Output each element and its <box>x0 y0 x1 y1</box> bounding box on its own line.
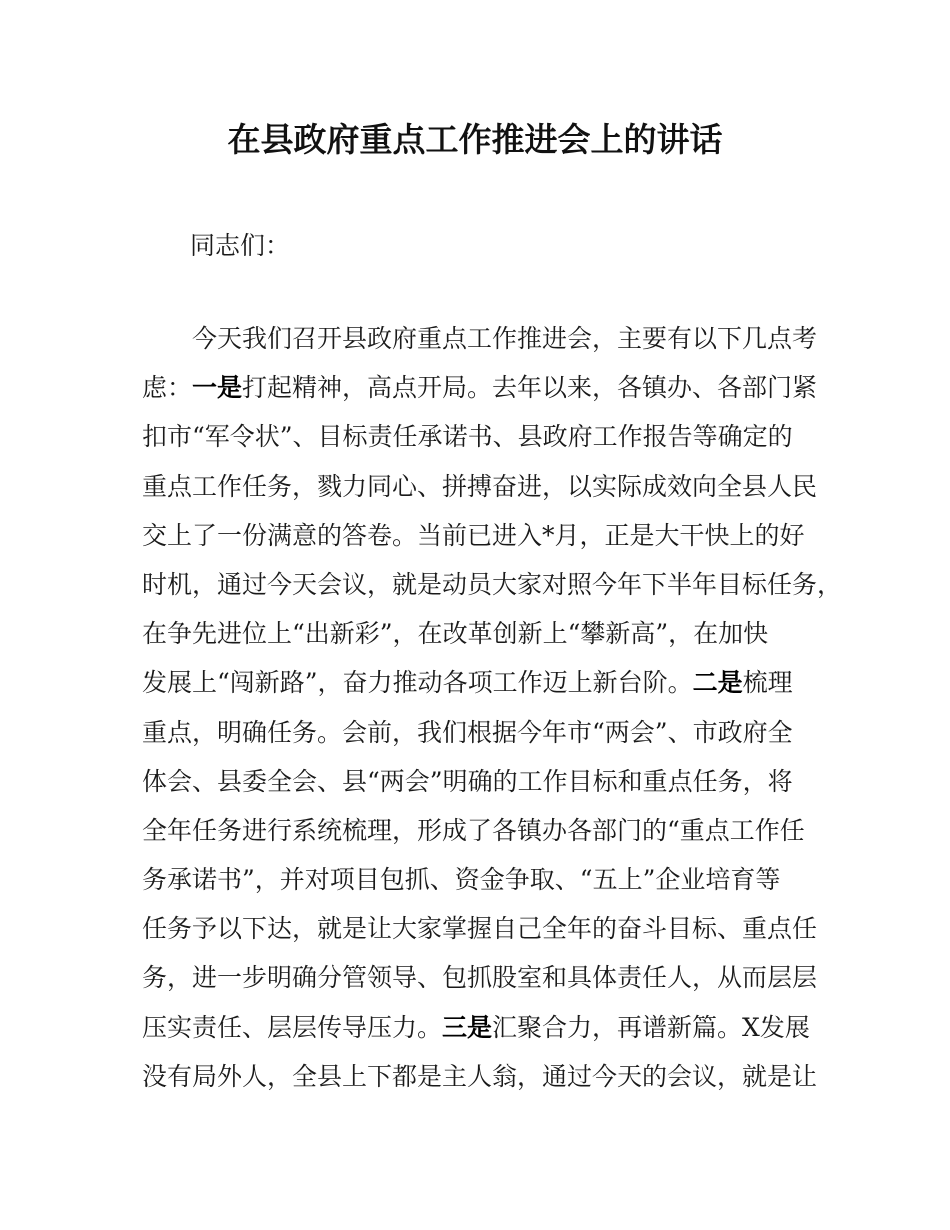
salutation: 同志们： <box>190 231 291 260</box>
line-text: 压实责任、层层传导压力。 <box>142 1012 443 1042</box>
paragraph-line: 扣市“军令状”、目标责任承诺书、县政府工作报告等确定的 <box>142 422 793 452</box>
paragraph-line <box>142 363 832 412</box>
paragraph-line: 交上了一份满意的答卷。当前已进入*月，正是大干快上的好 <box>142 520 805 550</box>
paragraph-line: 今天我们召开县政府重点工作推进会，主要有以下几点考 <box>192 324 818 353</box>
paragraph-line: 重点工作任务，戮力同心、拼搏奋进，以实际成效向全县人民 <box>142 471 818 501</box>
paragraph-line: 务，进一步明确分管领导、包抓股室和具体责任人，从而层层 <box>142 963 818 993</box>
emphasis-marker: 一是 <box>192 373 243 403</box>
document-title: 在县政府重点工作推进会上的讲话 <box>227 120 723 159</box>
paragraph-line: 全年任务进行系统梳理，形成了各镇办各部门的“重点工作任 <box>142 815 805 845</box>
paragraph-line: 重点，明确任务。会前，我们根据今年市“两会”、市政府全 <box>142 717 793 747</box>
paragraph-line <box>142 1003 832 1052</box>
paragraph-line <box>142 658 832 707</box>
paragraph-line: 在争先进位上“出新彩”，在改革创新上“攀新高”，在加快 <box>142 619 769 649</box>
emphasis-marker: 二是 <box>692 668 743 698</box>
line-text: 发展上“闯新路”，奋力推动各项工作迈上新台阶。 <box>142 668 693 698</box>
body-paragraph <box>142 314 843 1101</box>
paragraph-line: 时机，通过今天会议，就是动员大家对照今年下半年目标任务， <box>142 569 843 599</box>
paragraph-line: 没有局外人，全县上下都是主人翁，通过今天的会议，就是让 <box>142 1061 818 1091</box>
paragraph-line: 任务予以下达，就是让大家掌握自己全年的奋斗目标、重点任 <box>142 914 818 944</box>
paragraph-line: 体会、县委全会、县“两会”明确的工作目标和重点任务，将 <box>142 766 793 796</box>
line-text: 汇聚合力，再谱新篇。X发展 <box>492 1012 810 1042</box>
line-text: 梳理 <box>742 668 793 698</box>
emphasis-marker: 三是 <box>442 1012 493 1042</box>
paragraph-line: 务承诺书”，并对项目包抓、资金争取、“五上”企业培育等 <box>142 865 781 895</box>
line-text: 虑： <box>142 373 193 403</box>
line-text: 打起精神，高点开局。去年以来，各镇办、各部门紧 <box>242 373 818 403</box>
